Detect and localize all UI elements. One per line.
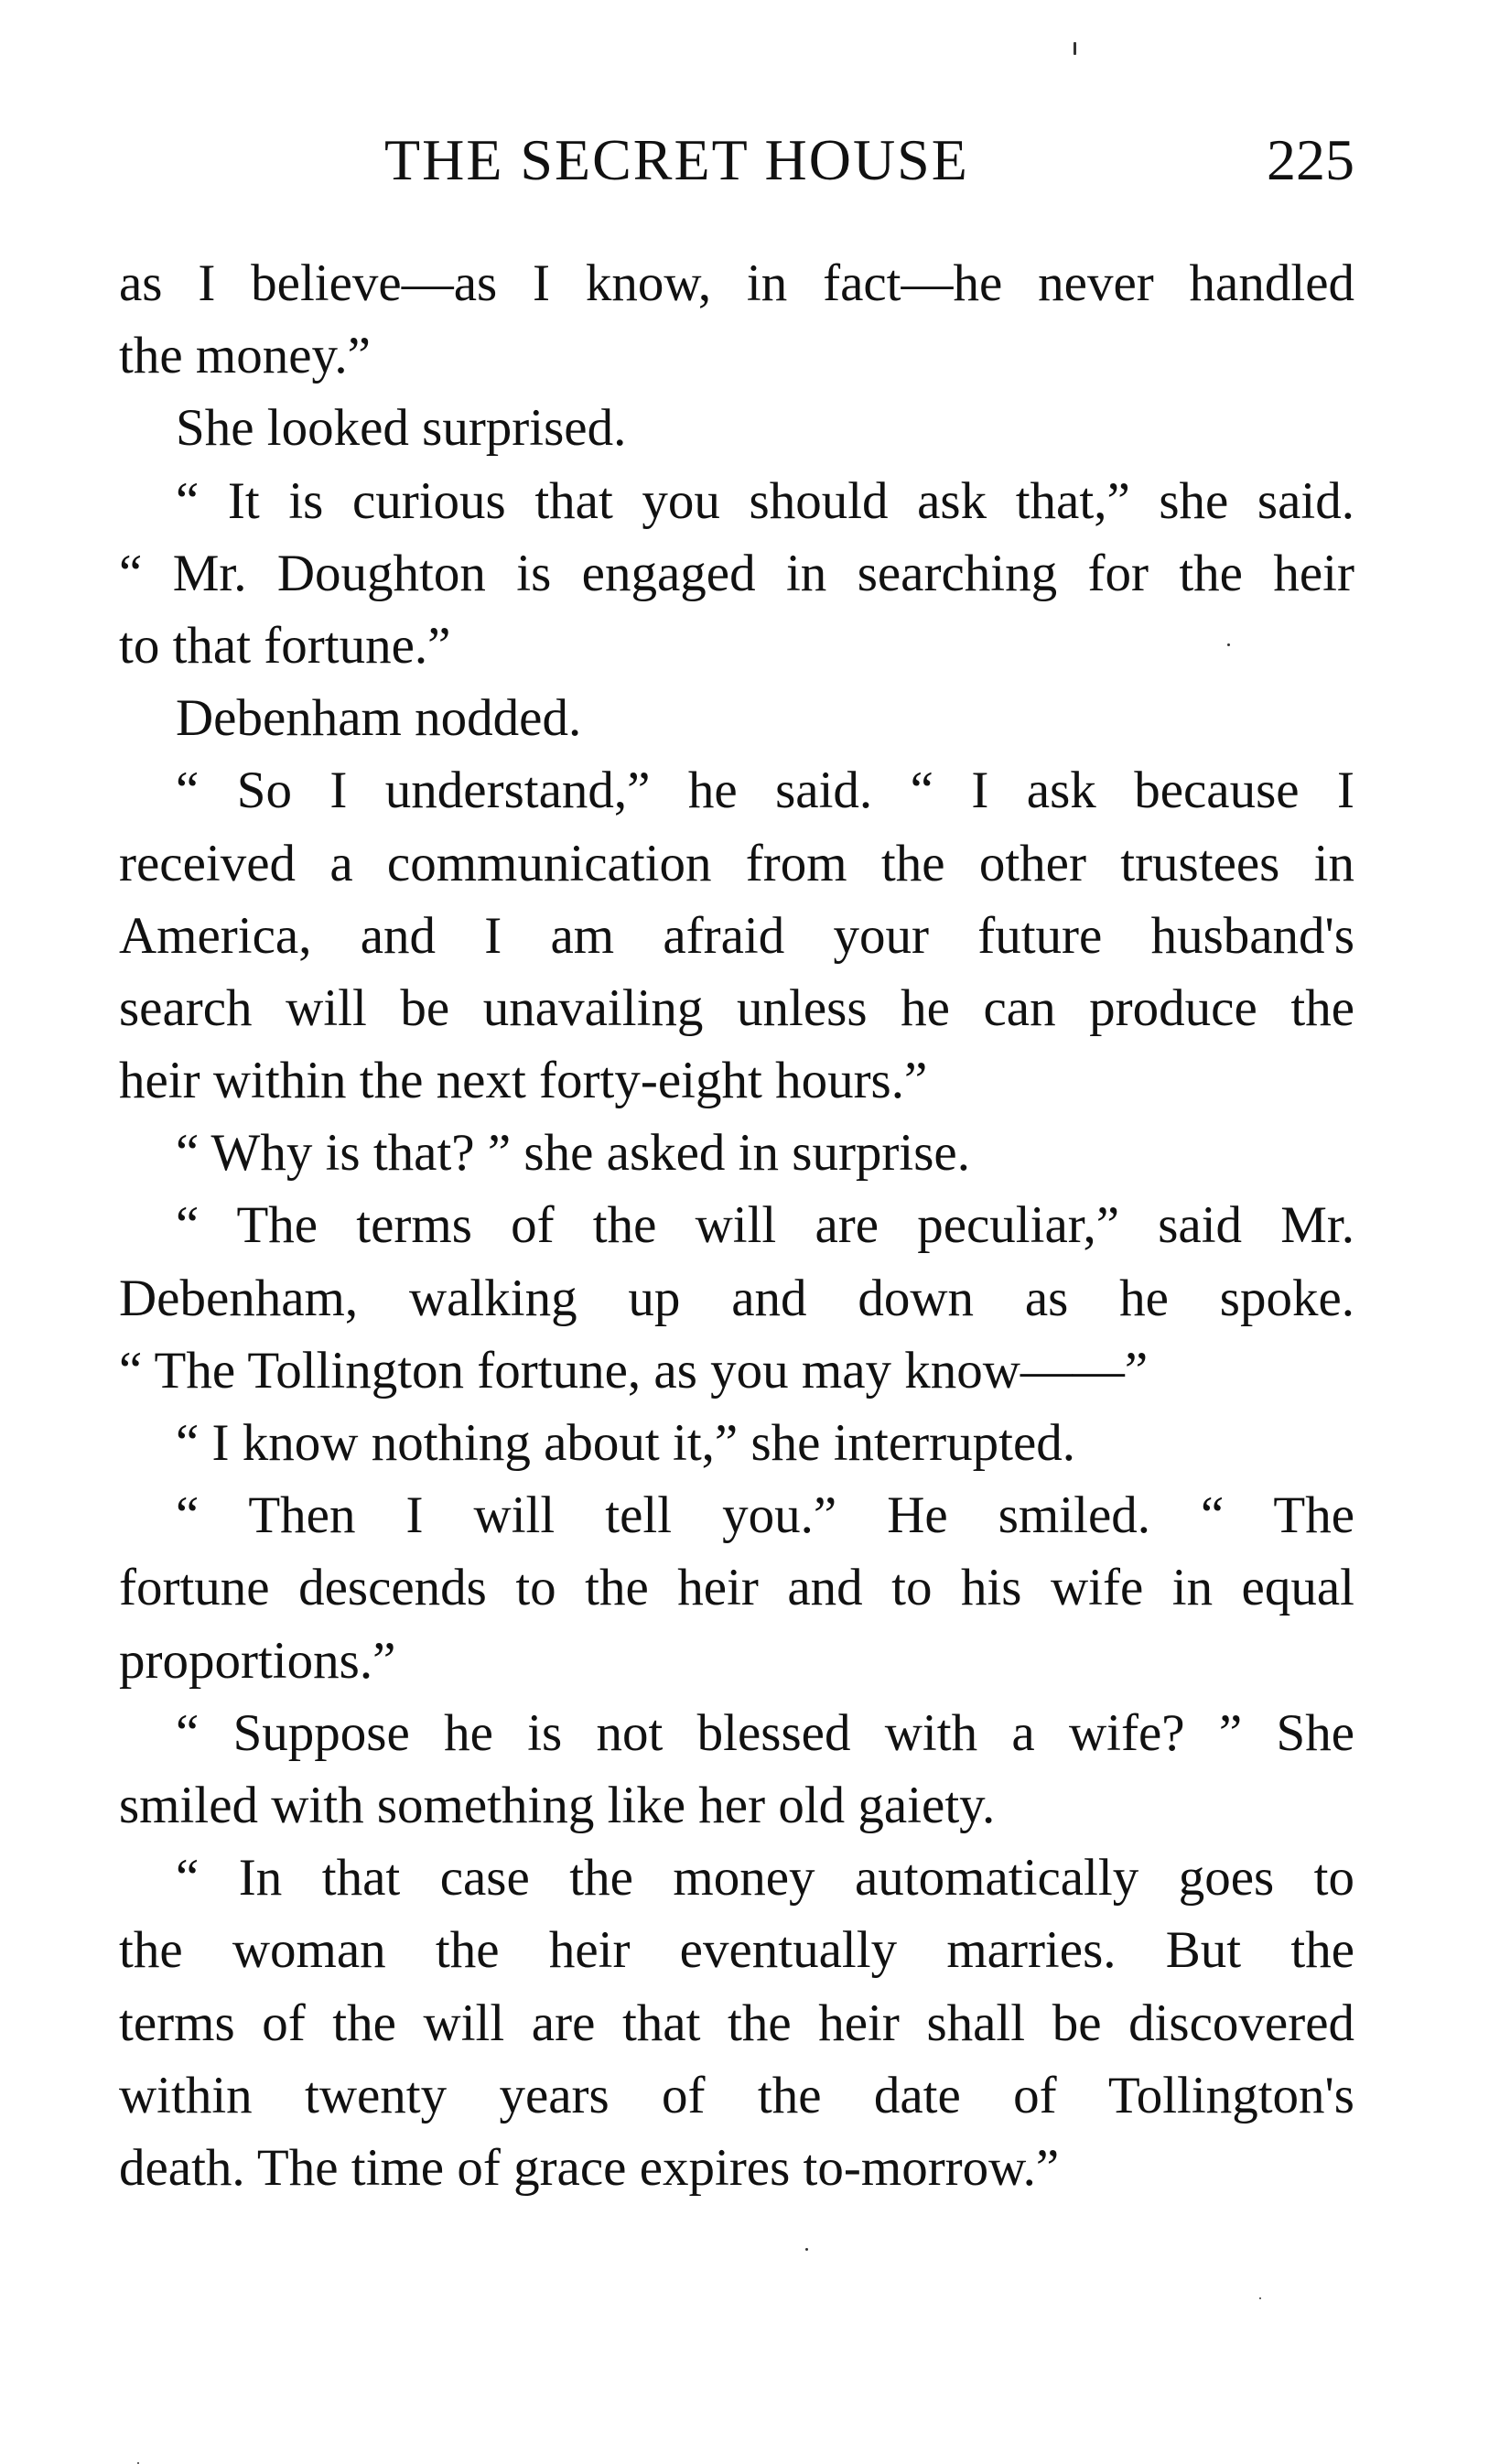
text-line: “ Why is that? ” she asked in surprise.	[176, 1124, 970, 1183]
text-line: received a communication from the other trustees in	[119, 834, 1354, 892]
text-line: heir within the next forty-eight hours.”	[119, 1052, 928, 1110]
text-line: terms of the will are that the heir shall be discovered	[119, 1994, 1354, 2052]
text-line: “ In that case the money automatically goes to	[176, 1849, 1354, 1907]
text-line: “ It is curious that you should ask that,” she said.	[176, 471, 1354, 530]
running-title: THE SECRET HOUSE	[384, 127, 969, 192]
text-line: Debenham, walking up and down as he spoke.	[119, 1269, 1354, 1327]
scan-speck	[1074, 42, 1076, 55]
body-text	[119, 247, 1354, 2204]
text-line: “ I know nothing about it,” she interrupted.	[176, 1414, 1076, 1472]
text-line: “ So I understand,” he said. “ I ask because I	[176, 762, 1354, 820]
text-line: “ Suppose he is not blessed with a wife? ” She	[176, 1703, 1354, 1762]
scan-speck	[805, 2248, 808, 2251]
text-line: proportions.”	[119, 1631, 396, 1690]
text-line: search will be unavailing unless he can produce the	[119, 978, 1354, 1037]
text-line: “ The terms of the will are peculiar,” said Mr.	[176, 1196, 1354, 1255]
scan-speck	[1227, 643, 1230, 646]
text-line: “ The Tollington fortune, as you may know——”	[119, 1341, 1149, 1400]
text-line: “ Mr. Doughton is engaged in searching for the heir	[119, 544, 1354, 602]
text-line: “ Then I will tell you.” He smiled. “ The	[176, 1486, 1354, 1545]
text-line: Debenham nodded.	[176, 689, 582, 748]
text-line: She looked surprised.	[176, 399, 627, 458]
text-line: the woman the heir eventually marries. But the	[119, 1921, 1354, 1980]
page-number: 225	[1267, 127, 1354, 192]
text-line: death. The time of grace expires to-morrow.”	[119, 2138, 1060, 2197]
text-line: America, and I am afraid your future husband's	[119, 906, 1354, 965]
scan-speck	[1259, 2297, 1261, 2299]
text-line: as I believe—as I know, in fact—he never handled	[119, 254, 1354, 312]
text-line: smiled with something like her old gaiety.	[119, 1776, 996, 1834]
text-line: the money.”	[119, 327, 371, 385]
text-line: fortune descends to the heir and to his wife in equal	[119, 1559, 1354, 1617]
text-line: within twenty years of the date of Tollington's	[119, 2066, 1354, 2124]
running-head	[119, 119, 1354, 201]
text-line: to that fortune.”	[119, 616, 451, 675]
